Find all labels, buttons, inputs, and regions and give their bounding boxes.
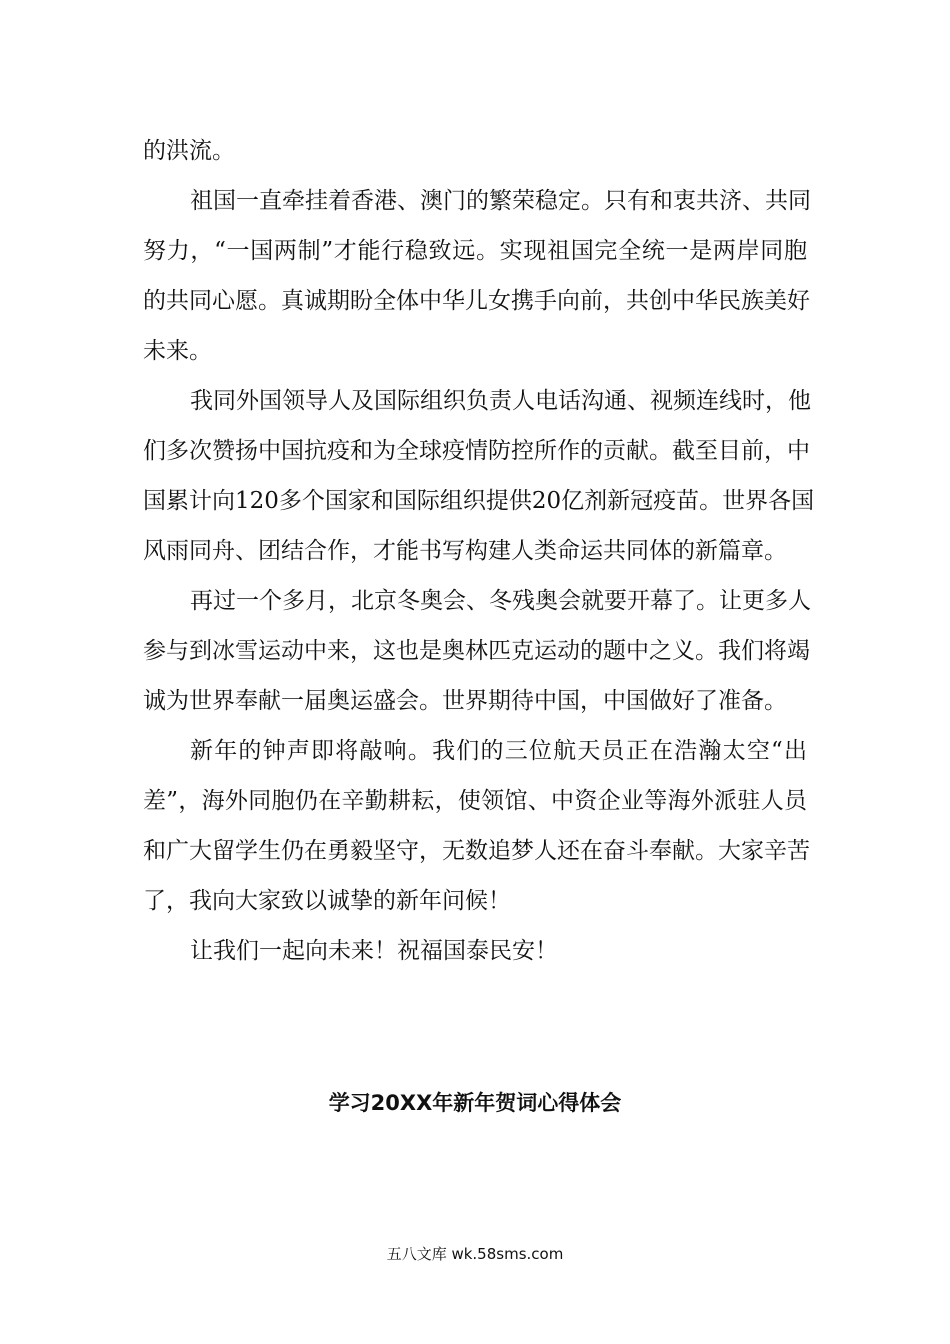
paragraph-3-line-4: 风雨同舟、团结合作，才能书写构建人类命运共同体的新篇章。 <box>143 538 787 564</box>
paragraph-4-line-2: 参与到冰雪运动中来，这也是奥林匹克运动的题中之义。我们将竭 <box>143 638 810 664</box>
footer-watermark: 五八文库 wk.58sms.com <box>386 1245 564 1263</box>
paragraph-5-line-1: 新年的钟声即将敲响。我们的三位航天员正在浩瀚太空“出 <box>190 738 807 764</box>
paragraph-5-line-3: 和广大留学生仍在勇毅坚守，无数追梦人还在奋斗奉献。大家辛苦 <box>143 838 810 864</box>
paragraph-4-line-1: 再过一个多月，北京冬奥会、冬残奥会就要开幕了。让更多人 <box>190 588 811 614</box>
paragraph-1-line-1: 的洪流。 <box>143 138 235 164</box>
paragraph-3-line-1: 我同外国领导人及国际组织负责人电话沟通、视频连线时，他 <box>190 388 811 414</box>
paragraph-2-line-3: 的共同心愿。真诚期盼全体中华儿女携手向前，共创中华民族美好 <box>143 288 810 314</box>
paragraph-4-line-3: 诚为世界奉献一届奥运盛会。世界期待中国，中国做好了准备。 <box>143 688 787 714</box>
paragraph-5-line-2: 差”，海外同胞仍在辛勤耕耘，使领馆、中资企业等海外派驻人员 <box>143 788 807 814</box>
paragraph-3-line-3: 国累计向120多个国家和国际组织提供20亿剂新冠疫苗。世界各国 <box>143 488 815 514</box>
paragraph-6-line-1: 让我们一起向未来！祝福国泰民安！ <box>190 938 558 964</box>
paragraph-5-line-4: 了，我向大家致以诚挚的新年问候！ <box>143 888 511 914</box>
section-title: 学习20XX年新年贺词心得体会 <box>328 1091 622 1115</box>
paragraph-2-line-1: 祖国一直牵挂着香港、澳门的繁荣稳定。只有和衷共济、共同 <box>190 188 811 214</box>
paragraph-3-line-2: 们多次赞扬中国抗疫和为全球疫情防控所作的贡献。截至目前，中 <box>143 438 810 464</box>
paragraph-2-line-2: 努力，“一国两制”才能行稳致远。实现祖国完全统一是两岸同胞 <box>143 238 807 264</box>
paragraph-2-line-4: 未来。 <box>143 338 212 364</box>
